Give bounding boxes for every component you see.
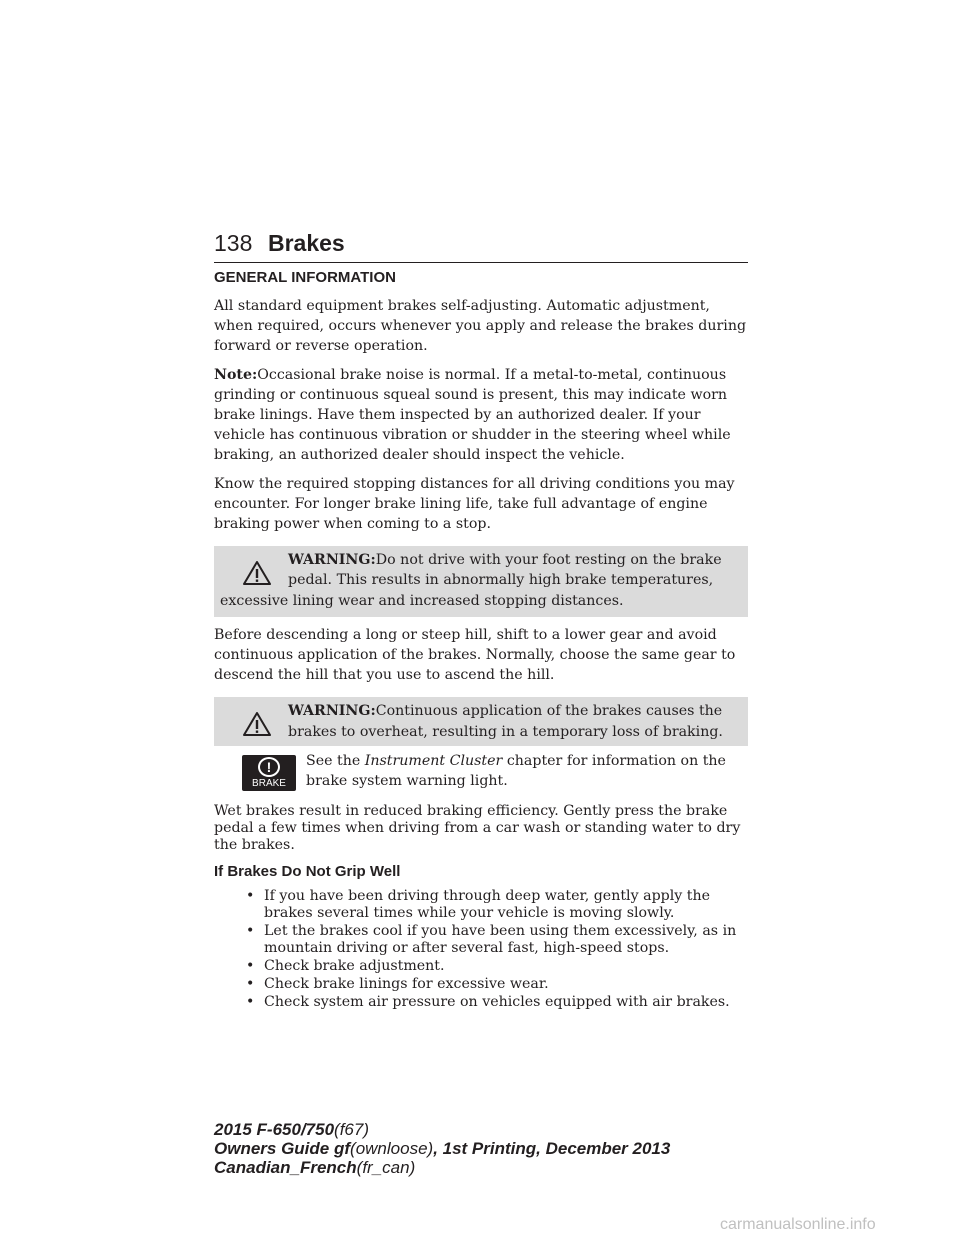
page-footer: 2015 F-650/750(f67) Owners Guide gf(ownloose), 1st Printing, December 2013 Canadian_French(fr_can) xyxy=(214,1120,671,1177)
warning1-line1: WARNING:Do not drive with your foot resting on the brake xyxy=(288,552,722,569)
grip-bullet-list xyxy=(214,888,748,1011)
bullet-icon: • xyxy=(246,922,255,939)
bullet-icon: • xyxy=(246,993,255,1010)
warning-triangle-icon xyxy=(242,711,272,737)
warning-box-2 xyxy=(214,697,748,745)
page-number: 138 xyxy=(214,230,253,256)
list-item: • Check system air pressure on vehicles equipped with air brakes. xyxy=(246,993,730,1010)
brake-warning-light-icon: ! BRAKE xyxy=(242,755,296,791)
note-paragraph xyxy=(214,365,748,466)
chapter-title: Brakes xyxy=(268,230,345,256)
warning1-line3: excessive lining wear and increased stopping distances. xyxy=(220,592,624,609)
section-title: GENERAL INFORMATION xyxy=(214,269,396,286)
bullet-icon: • xyxy=(246,887,255,904)
warning1-label: WARNING: xyxy=(288,552,376,569)
warning2-label: WARNING: xyxy=(288,703,376,720)
bullet-icon: • xyxy=(246,957,255,974)
page-header xyxy=(214,228,748,263)
paragraph-wet-brakes: Wet brakes result in reduced braking efficiency. Gently press the brake pedal a few times when driving from a car wash or standing water to dry the brakes. xyxy=(214,802,741,853)
list-item: • Check brake adjustment. xyxy=(246,957,445,974)
brake-icon-label: BRAKE xyxy=(252,777,286,789)
site-watermark: carmanualsonline.info xyxy=(720,1216,876,1233)
warning1-line2: pedal. This results in abnormally high brake temperatures, xyxy=(288,572,714,589)
list-item: • Check brake linings for excessive wear. xyxy=(246,975,549,992)
list-item: • Let the brakes cool if you have been using them excessively, as in mountain driving or after several fast, high-speed stops. xyxy=(246,922,737,956)
brake-light-info xyxy=(214,751,748,797)
subheading-grip: If Brakes Do Not Grip Well xyxy=(214,862,401,880)
list-item: • If you have been driving through deep water, gently apply the brakes several times while your vehicle is moving slowly. xyxy=(246,887,711,921)
paragraph-stopping: Know the required stopping distances for all driving conditions you may encounter. For longer brake lining life, take full advantage of engine braking power when coming to a stop. xyxy=(214,475,735,533)
paragraph-adjustment: All standard equipment brakes self-adjusting. Automatic adjustment, when required, occurs whenever you apply and release the brakes during forward or reverse operation. xyxy=(214,298,747,355)
note-label: Note: xyxy=(214,366,258,383)
note-line1: Occasional brake noise is normal. If a metal-to-metal, continuous xyxy=(257,366,727,383)
note-rest: grinding or continuous squeal sound is present, this may indicate worn brake linings. Have them inspected by an authorized dealer. If your vehicle has continuous vibration or shudder in the steering wheel while braking, an authorized dealer should inspect the vehicle. xyxy=(214,386,731,464)
instrument-cluster-reference: Instrument Cluster xyxy=(364,752,503,769)
brake-light-text: See the Instrument Cluster chapter for information on the brake system warning light. xyxy=(306,752,726,789)
warning2-line2: brakes to overheat, resulting in a temporary loss of braking. xyxy=(288,723,723,740)
paragraph-descending: Before descending a long or steep hill, shift to a lower gear and avoid continuous application of the brakes. Normally, choose the same gear to descend the hill that you use to ascend the hill. xyxy=(214,626,736,684)
bullet-icon: • xyxy=(246,975,255,992)
warning-box-1 xyxy=(214,546,748,617)
warning2-line1: WARNING:Continuous application of the brakes causes the xyxy=(288,703,723,720)
page-content xyxy=(214,268,748,1012)
warning-triangle-icon xyxy=(242,560,272,586)
